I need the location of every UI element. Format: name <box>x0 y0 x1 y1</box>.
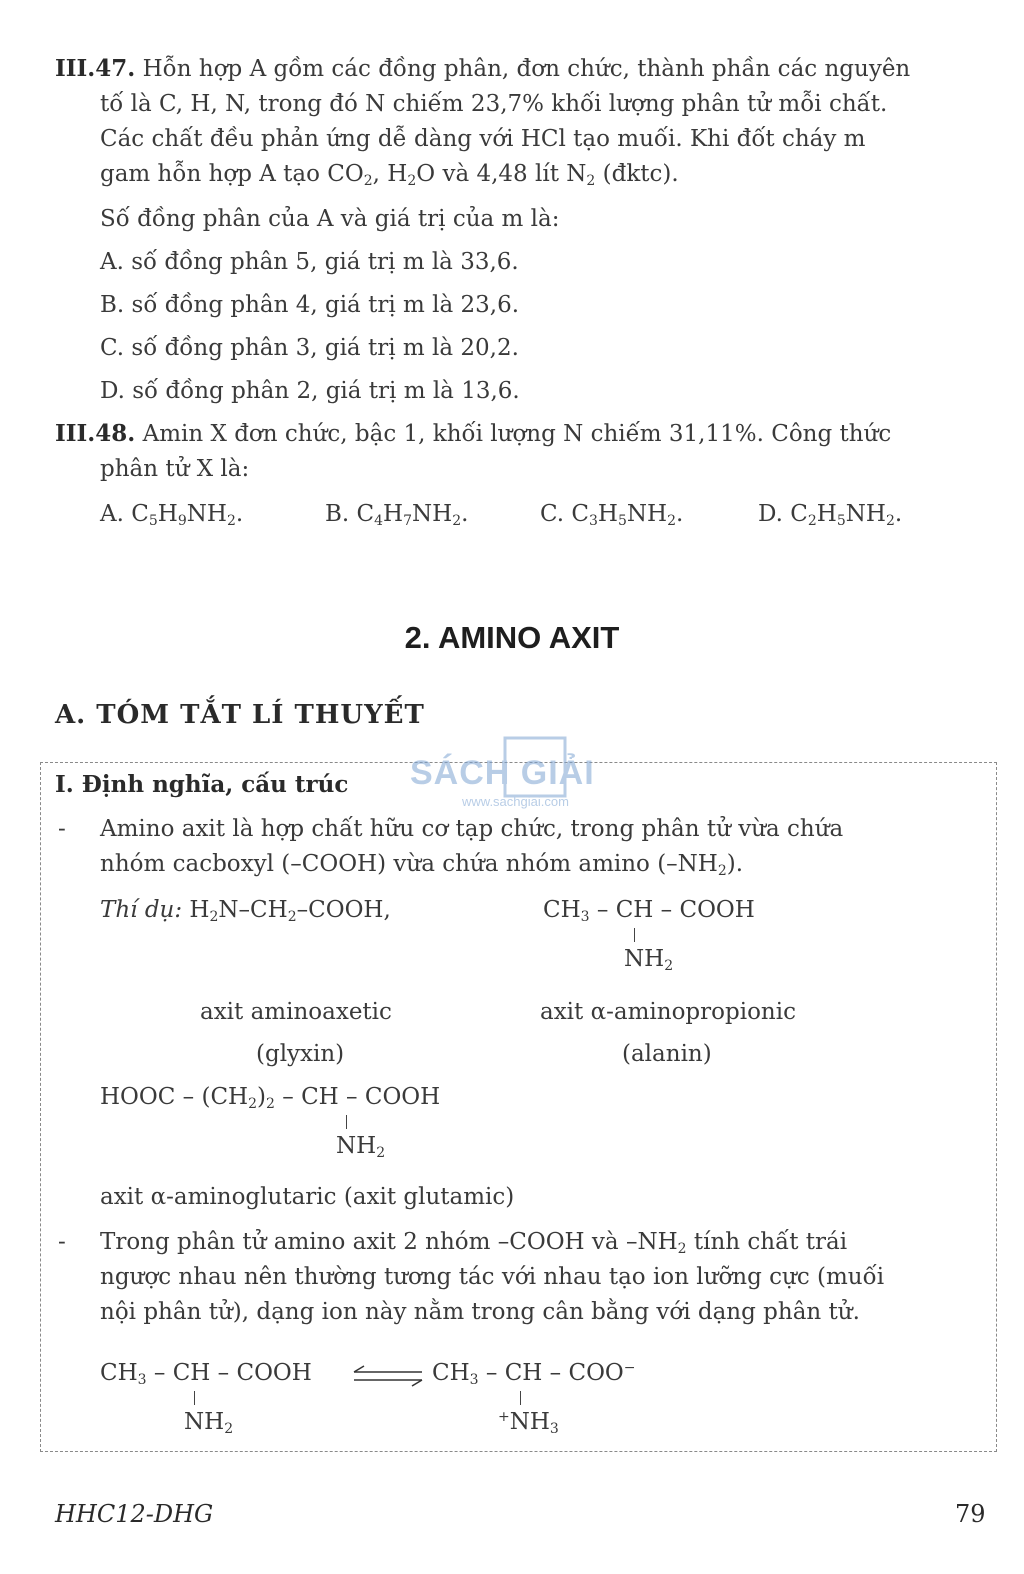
watermark-url: www.sachgiai.com <box>462 794 569 809</box>
q48-option-c: C. $C_3H_5NH_2$. <box>540 501 684 529</box>
alanine-formula: $CH_3$ – CH – COOH <box>543 897 755 925</box>
watermark-logo-icon <box>410 736 630 812</box>
section-title: 2. AMINO AXIT <box>404 620 620 655</box>
q48-line1 <box>55 417 891 451</box>
subsection-title: A. TÓM TẮT LÍ THUYẾT <box>55 700 425 730</box>
eq-right: $CH_3$ – CH – COO− <box>432 1360 636 1388</box>
equilibrium-arrows-icon <box>350 1364 426 1388</box>
eq-left: $CH_3$ – CH – COOH <box>100 1360 312 1388</box>
glycine-name: axit aminoaxetic <box>200 999 392 1025</box>
alanine-trivial: (alanin) <box>622 1041 712 1067</box>
bullet-dash: - <box>58 816 66 842</box>
page-number: 79 <box>955 1500 986 1528</box>
eq-right-amino: $^+NH_3$ <box>498 1409 559 1437</box>
q47-line3: Các chất đều phản ứng dễ dàng với HCl tạo muối. Khi đốt cháy m <box>100 126 866 152</box>
glutamic-formula: HOOC – $(CH_2)_2$ – CH – COOH <box>100 1084 441 1112</box>
q47-text: Hỗn hợp A gồm các đồng phân, đơn chức, thành phần các nguyên <box>142 56 911 82</box>
q48-option-d: D. $C_2H_5NH_2$. <box>758 501 903 529</box>
watermark-brand: SÁCH GIẢI <box>410 754 595 792</box>
footer-code: HHC12-DHG <box>55 1500 214 1528</box>
q48-text: Amin X đơn chức, bậc 1, khối lượng N chiếm 31,11%. Công thức <box>142 421 892 447</box>
glycine-trivial: (glyxin) <box>256 1041 345 1067</box>
eq-right-bond <box>520 1391 521 1405</box>
glutamic-bond <box>346 1115 347 1129</box>
q47-option-d: D. số đồng phân 2, giá trị m là 13,6. <box>100 378 520 404</box>
box-heading: I. Định nghĩa, cấu trúc <box>55 771 349 798</box>
q47-line1 <box>55 52 910 86</box>
q47-number: III.47. <box>55 55 136 82</box>
glycine-formula: Thí dụ: $H_2N-CH_2$–COOH, <box>100 897 391 925</box>
zw-line3: nội phân tử), dạng ion này nằm trong cân bằng với dạng phân tử. <box>100 1299 860 1325</box>
alanine-name: axit α-aminopropionic <box>540 999 796 1025</box>
q48-option-a: A. $C_5H_9NH_2$. <box>100 501 244 529</box>
q47-option-b: B. số đồng phân 4, giá trị m là 23,6. <box>100 292 520 318</box>
q48-option-b: B. $C_4H_7NH_2$. <box>325 501 469 529</box>
glutamic-amino: $NH_2$ <box>336 1133 386 1161</box>
q47-option-a: A. số đồng phân 5, giá trị m là 33,6. <box>100 249 519 275</box>
q47-line4: gam hỗn hợp A tạo $CO_2$, $H_2O$ và 4,48 lít $N_2$ (đktc). <box>100 161 679 189</box>
q48-number: III.48. <box>55 420 136 447</box>
eq-left-bond <box>194 1391 195 1405</box>
q48-line2: phân tử X là: <box>100 456 250 482</box>
zw-line1: Trong phân tử amino axit 2 nhóm –COOH và $-NH_2$ tính chất trái <box>100 1229 848 1257</box>
alanine-bond <box>634 928 635 942</box>
def-line1: Amino axit là hợp chất hữu cơ tạp chức, trong phân tử vừa chứa <box>100 816 844 842</box>
def-line2: nhóm cacboxyl (–COOH) vừa chứa nhóm amino $(-NH_2)$. <box>100 851 744 879</box>
eq-left-amino: $NH_2$ <box>184 1409 234 1437</box>
q47-prompt: Số đồng phân của A và giá trị của m là: <box>100 206 560 232</box>
bullet-dash-2: - <box>58 1229 66 1255</box>
example-label: Thí dụ: <box>100 897 183 923</box>
watermark <box>410 736 630 812</box>
alanine-amino: $NH_2$ <box>624 946 674 974</box>
zw-line2: ngược nhau nên thường tương tác với nhau tạo ion lưỡng cực (muối <box>100 1264 885 1290</box>
glutamic-name: axit α-aminoglutaric (axit glutamic) <box>100 1184 515 1210</box>
q47-option-c: C. số đồng phân 3, giá trị m là 20,2. <box>100 335 519 361</box>
q47-line2: tố là C, H, N, trong đó N chiếm 23,7% khối lượng phân tử mỗi chất. <box>100 91 888 117</box>
